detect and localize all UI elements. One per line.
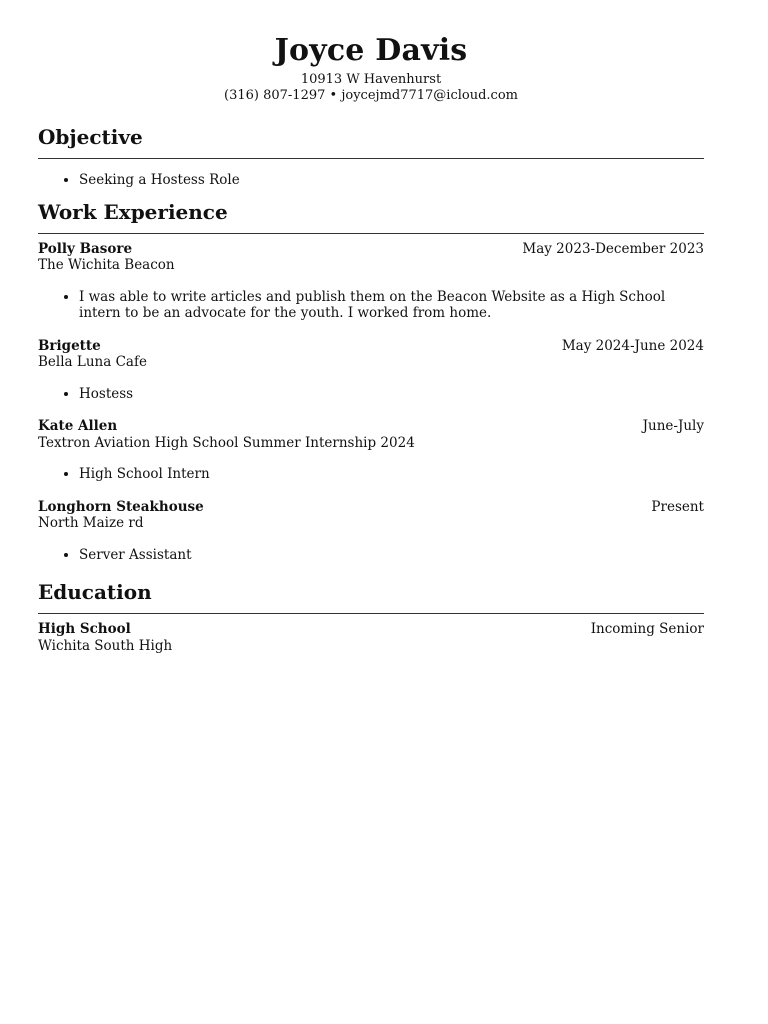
entry-title: Longhorn Steakhouse: [38, 498, 204, 515]
entry-date: May 2024-June 2024: [561, 337, 704, 354]
entry-title: Brigette: [38, 337, 101, 354]
entry-subtitle: Wichita South High: [38, 637, 173, 654]
entry-date: May 2023-December 2023: [522, 240, 704, 257]
work-experience-section: [38, 199, 704, 564]
objective-heading: Objective: [38, 124, 704, 159]
entry-bullets: [38, 289, 704, 322]
entry-date: Present: [651, 498, 704, 515]
contact-details: [38, 88, 704, 104]
email: joycejmd7717@icloud.com: [341, 88, 518, 103]
resume-header: [38, 30, 704, 104]
candidate-name: Joyce Davis: [274, 33, 468, 68]
entry-subtitle: North Maize rd: [38, 515, 144, 531]
address: 10913 W Havenhurst: [300, 72, 442, 87]
education-heading: Education: [38, 579, 704, 614]
entry-bullets: [38, 547, 704, 564]
education-entry: [38, 621, 704, 654]
entry-subtitle: Textron Aviation High School Summer Internship 2024: [38, 434, 415, 451]
entry-title: Kate Allen: [38, 418, 118, 434]
entry-bullets: [38, 386, 704, 403]
work-entry: [38, 499, 704, 564]
contact-separator: •: [329, 88, 338, 103]
phone: (316) 807-1297: [224, 88, 326, 103]
entry-bullet: • High School Intern: [79, 466, 704, 483]
work-entry: [38, 241, 704, 322]
entry-date: June-July: [642, 418, 704, 434]
entry-bullet: • Server Assistant: [79, 547, 704, 564]
work-entry: [38, 418, 704, 483]
entry-subtitle: The Wichita Beacon: [38, 257, 175, 273]
objective-list: [38, 172, 704, 189]
objective-section: [38, 124, 704, 189]
entry-subtitle: Bella Luna Cafe: [38, 354, 147, 370]
entry-title: High School: [38, 621, 131, 637]
entry-title: Polly Basore: [38, 240, 133, 257]
entry-bullet: • I was able to write articles and publish them on the Beacon Website as a High School intern to be an advocate for the youth. I worked from home.: [79, 289, 704, 322]
entry-bullets: [38, 466, 704, 483]
entry-date: Incoming Senior: [590, 621, 704, 637]
objective-item: • Seeking a Hostess Role: [79, 172, 704, 189]
work-experience-heading: Work Experience: [38, 199, 704, 234]
work-entry: [38, 338, 704, 403]
entry-bullet: • Hostess: [79, 386, 704, 403]
education-section: [38, 579, 704, 654]
